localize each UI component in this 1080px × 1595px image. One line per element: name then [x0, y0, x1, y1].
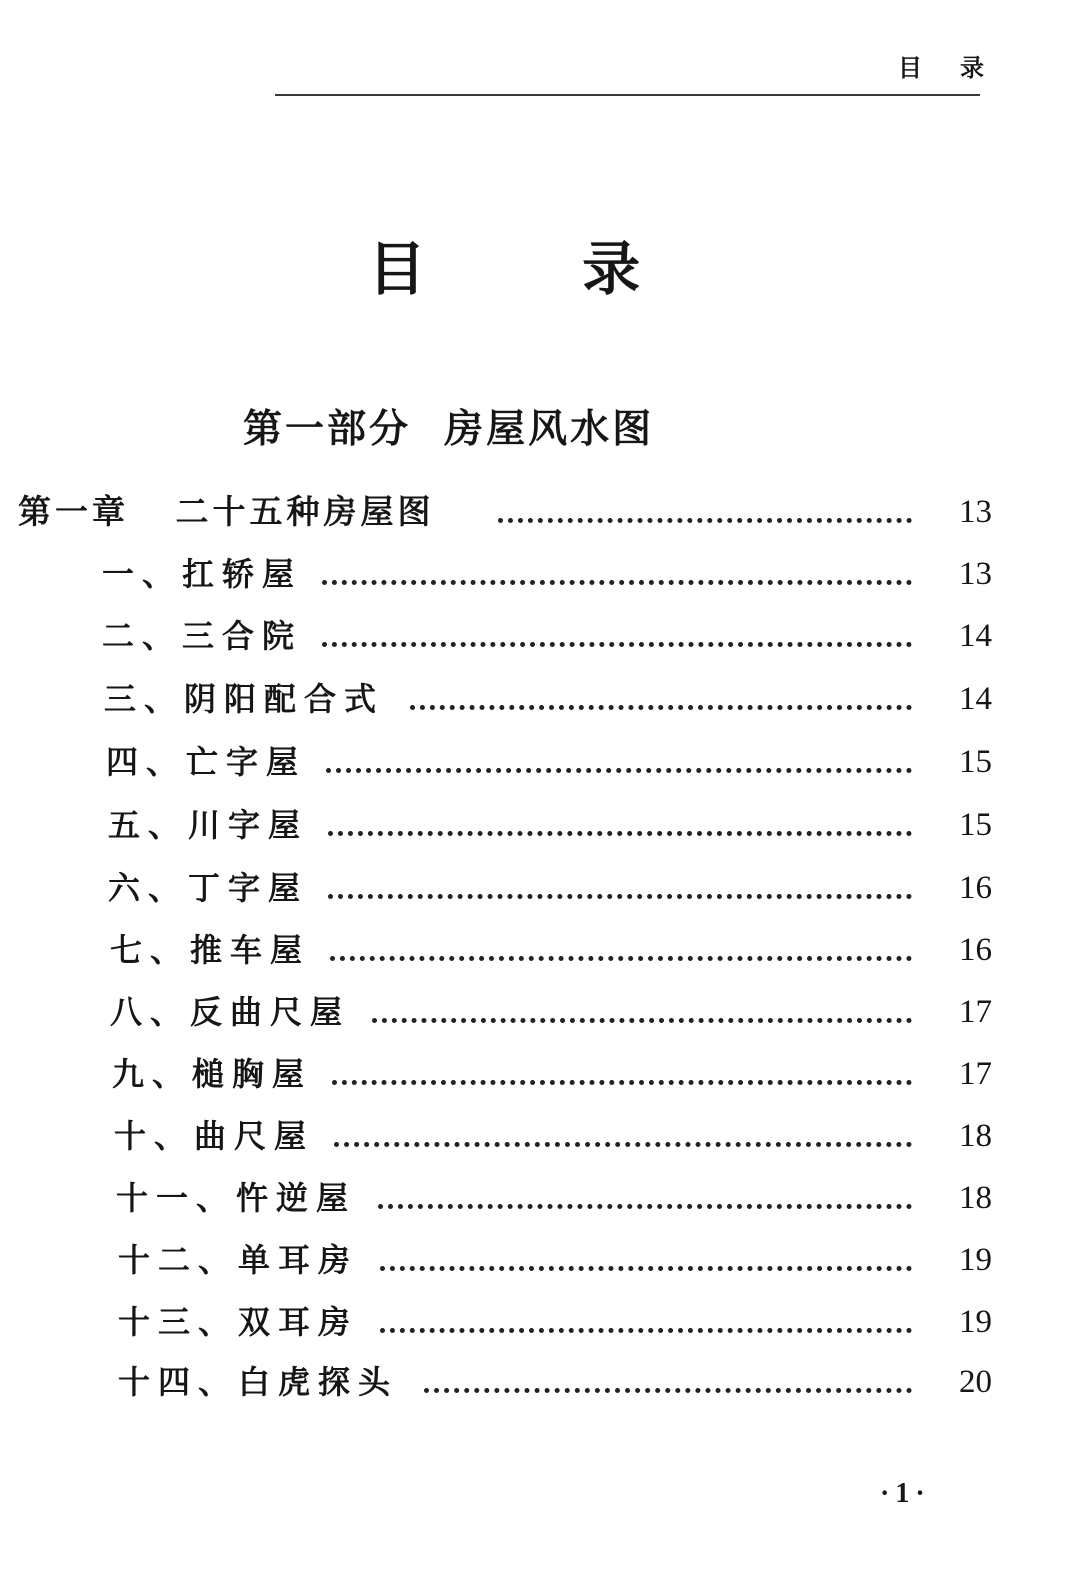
toc-entry-page: 13 — [959, 494, 992, 530]
toc-entry[interactable] — [0, 988, 1080, 1036]
toc-entry-label: 二、三合院 — [102, 612, 306, 660]
toc-leader-dots — [330, 956, 912, 961]
toc-leader-dots — [410, 705, 912, 710]
toc-entry-chapter-1[interactable] — [0, 488, 1080, 536]
toc-entry[interactable] — [0, 1174, 1080, 1222]
toc-leader-dots — [424, 1388, 912, 1393]
toc-leader-dots — [334, 1142, 912, 1147]
toc-entry-label: 三、阴阳配合式 — [104, 675, 388, 723]
toc-entry-page: 20 — [959, 1364, 992, 1400]
toc-entry[interactable] — [0, 612, 1080, 660]
toc-entry-label: 十三、双耳房 — [118, 1298, 362, 1346]
toc-entry-page: 19 — [959, 1242, 992, 1278]
toc-leader-dots — [380, 1328, 912, 1333]
toc-entry-label: 九、槌胸屋 — [112, 1050, 316, 1098]
toc-entry[interactable] — [0, 1358, 1080, 1406]
toc-entry-label: 七、推车屋 — [110, 926, 314, 974]
toc-entry-label: 五、川字屋 — [108, 801, 312, 849]
toc-leader-dots — [372, 1018, 912, 1023]
toc-entry-page: 16 — [959, 932, 992, 968]
toc-leader-dots — [328, 894, 912, 899]
page-number: ·1· — [880, 1478, 931, 1509]
toc-entry-page: 15 — [959, 744, 992, 780]
header-rule — [275, 94, 980, 96]
toc-leader-dots — [332, 1080, 912, 1085]
toc-entry-page: 15 — [959, 807, 992, 843]
toc-leader-dots — [498, 518, 912, 523]
toc-entry[interactable] — [0, 675, 1080, 723]
toc-entry-page: 16 — [959, 870, 992, 906]
toc-entry-label: 十、曲尺屋 — [114, 1112, 318, 1160]
toc-entry[interactable] — [0, 1050, 1080, 1098]
part-title: 第一部分 房屋风水图 — [243, 407, 655, 452]
toc-leader-dots — [322, 580, 912, 585]
toc-entry-page: 13 — [959, 556, 992, 592]
toc-leader-dots — [322, 642, 912, 647]
toc-entry[interactable] — [0, 801, 1080, 849]
toc-entry-label: 十二、单耳房 — [118, 1236, 362, 1284]
toc-entry-label: 四、亡字屋 — [106, 738, 310, 786]
toc-entry[interactable] — [0, 1112, 1080, 1160]
toc-entry-page: 18 — [959, 1118, 992, 1154]
toc-entry-label: 十一、忤逆屋 — [116, 1174, 360, 1222]
toc-entry-label: 六、丁字屋 — [108, 864, 312, 912]
toc-entry-page: 17 — [959, 994, 992, 1030]
toc-entry-label: 一、扛轿屋 — [102, 550, 306, 598]
toc-entry[interactable] — [0, 864, 1080, 912]
page-title: 目 录 — [367, 235, 709, 303]
toc-entry-page: 17 — [959, 1056, 992, 1092]
toc-entry[interactable] — [0, 1236, 1080, 1284]
toc-leader-dots — [328, 831, 912, 836]
toc-entry[interactable] — [0, 738, 1080, 786]
toc-entry-page: 19 — [959, 1304, 992, 1340]
toc-entry[interactable] — [0, 926, 1080, 974]
toc-entry[interactable] — [0, 550, 1080, 598]
toc-leader-dots — [380, 1266, 912, 1271]
toc-entry-page: 18 — [959, 1180, 992, 1216]
toc-entry-label: 十四、白虎探头 — [118, 1358, 402, 1406]
toc-leader-dots — [378, 1204, 912, 1209]
toc-entry-label: 第一章 二十五种房屋图 — [18, 488, 438, 536]
toc-entry[interactable] — [0, 1298, 1080, 1346]
toc-entry-label: 八、反曲尺屋 — [110, 988, 354, 1036]
toc-leader-dots — [326, 768, 912, 773]
toc-entry-page: 14 — [959, 618, 992, 654]
running-header: 目录 — [898, 54, 1022, 82]
toc-entry-page: 14 — [959, 681, 992, 717]
